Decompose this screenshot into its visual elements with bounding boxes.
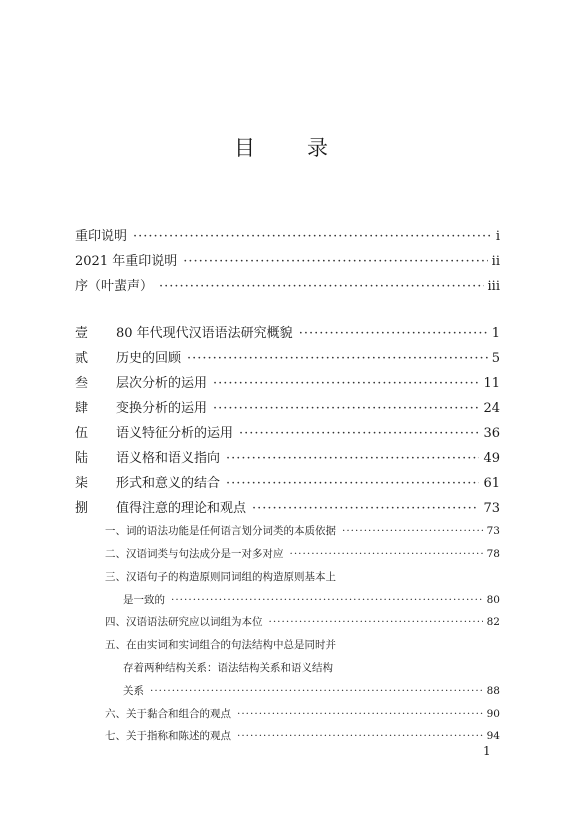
- section-title: 七、关于指称和陈述的观点: [105, 730, 231, 742]
- chapter-title: 历史的回顾: [116, 351, 182, 366]
- section-title: 一、词的语法功能是任何语言划分词类的本质依据: [105, 525, 336, 537]
- leader-dots: [342, 525, 483, 537]
- toc-page-number: 73: [486, 525, 500, 537]
- toc-entry-label: 序（叶蜚声）: [75, 279, 154, 294]
- toc-section-5-line1[interactable]: 五、在由实词和实词组合的句法结构中总是同时并: [105, 639, 336, 651]
- toc-section-6[interactable]: [105, 706, 500, 720]
- toc-entry-label: 重印说明: [75, 229, 128, 244]
- toc-section-2[interactable]: [105, 546, 500, 560]
- toc-page-number: 94: [486, 730, 500, 742]
- leader-dots: [213, 401, 479, 416]
- toc-entry-2021-reprint-note[interactable]: [75, 250, 500, 268]
- toc-section-1[interactable]: [105, 523, 500, 537]
- chapter-number: 贰: [75, 351, 89, 366]
- toc-chapter-3[interactable]: [75, 372, 500, 390]
- toc-page-number: 82: [486, 616, 500, 628]
- toc-page-number: 80: [486, 594, 500, 606]
- section-title: 是一致的: [123, 594, 165, 606]
- toc-chapter-8[interactable]: [75, 497, 500, 515]
- chapter-title: 变换分析的运用: [116, 401, 208, 416]
- leader-dots: [213, 376, 479, 391]
- toc-page-number: i: [495, 229, 500, 244]
- page-number: 1: [483, 744, 491, 758]
- chapter-number: 叁: [75, 376, 89, 391]
- leader-dots: [171, 594, 483, 606]
- toc-section-4[interactable]: [105, 614, 500, 628]
- toc-section-7[interactable]: [105, 728, 500, 742]
- title-char-1: 目: [234, 136, 255, 160]
- chapter-title: 语义格和语义指向: [116, 451, 221, 466]
- toc-page-number: 1: [491, 326, 500, 341]
- leader-dots: [239, 426, 479, 441]
- chapter-number: 捌: [75, 501, 89, 516]
- toc-chapter-1[interactable]: [75, 322, 500, 340]
- toc-section-3-line1[interactable]: 三、汉语句子的构造原则同词组的构造原则基本上: [105, 571, 336, 583]
- toc-chapter-7[interactable]: [75, 472, 500, 490]
- chapter-number: 柒: [75, 476, 89, 491]
- toc-page-number: 88: [486, 685, 500, 697]
- chapter-number: 伍: [75, 426, 89, 441]
- leader-dots: [252, 501, 479, 516]
- toc-chapter-2[interactable]: [75, 347, 500, 365]
- leader-dots: [290, 548, 483, 560]
- leader-dots: [299, 326, 488, 341]
- toc-chapter-4[interactable]: [75, 397, 500, 415]
- toc-entry-preface[interactable]: [75, 275, 500, 293]
- section-title: 二、汉语词类与句法成分是一对多对应: [105, 548, 284, 560]
- toc-page-number: 78: [486, 548, 500, 560]
- toc-chapter-5[interactable]: [75, 422, 500, 440]
- chapter-title: 语义特征分析的运用: [116, 426, 234, 441]
- chapter-number: 陆: [75, 451, 89, 466]
- section-title: 六、关于黏合和组合的观点: [105, 708, 231, 720]
- leader-dots: [226, 451, 479, 466]
- toc-page-number: 90: [486, 708, 500, 720]
- toc-page-number: 49: [483, 451, 500, 466]
- title-char-2: 录: [307, 136, 328, 160]
- chapter-title: 值得注意的理论和观点: [116, 501, 247, 516]
- chapter-title: 80 年代现代汉语语法研究概貌: [116, 326, 293, 341]
- toc-page-number: 73: [483, 501, 500, 516]
- toc-entry-reprint-note[interactable]: [75, 225, 500, 243]
- chapter-number: 肆: [75, 401, 89, 416]
- chapter-title: 层次分析的运用: [116, 376, 208, 391]
- toc-section-3[interactable]: [123, 592, 500, 606]
- toc-page-number: 36: [483, 426, 500, 441]
- toc-entry-label: 2021 年重印说明: [75, 254, 178, 269]
- toc-page-number: 11: [483, 376, 500, 391]
- toc-page-number: 24: [483, 401, 500, 416]
- leader-dots: [187, 351, 488, 366]
- leader-dots: [150, 685, 483, 697]
- leader-dots: [183, 254, 487, 269]
- toc-page-number: 5: [491, 351, 500, 366]
- section-title: 关系: [123, 685, 144, 697]
- leader-dots: [269, 616, 483, 628]
- toc-page-number: iii: [487, 279, 500, 294]
- toc-page-number: 61: [483, 476, 500, 491]
- page-title: [0, 132, 562, 162]
- section-title: 四、汉语语法研究应以词组为本位: [105, 616, 263, 628]
- toc-chapter-6[interactable]: [75, 447, 500, 465]
- leader-dots: [133, 229, 492, 244]
- leader-dots: [159, 279, 484, 294]
- leader-dots: [226, 476, 479, 491]
- leader-dots: [237, 708, 483, 720]
- toc-section-5-line2[interactable]: 存着两种结构关系：语法结构关系和语义结构: [123, 662, 333, 674]
- leader-dots: [237, 730, 483, 742]
- chapter-number: 壹: [75, 326, 89, 341]
- chapter-title: 形式和意义的结合: [116, 476, 221, 491]
- toc-section-5[interactable]: [123, 683, 500, 697]
- toc-page-number: ii: [491, 254, 500, 269]
